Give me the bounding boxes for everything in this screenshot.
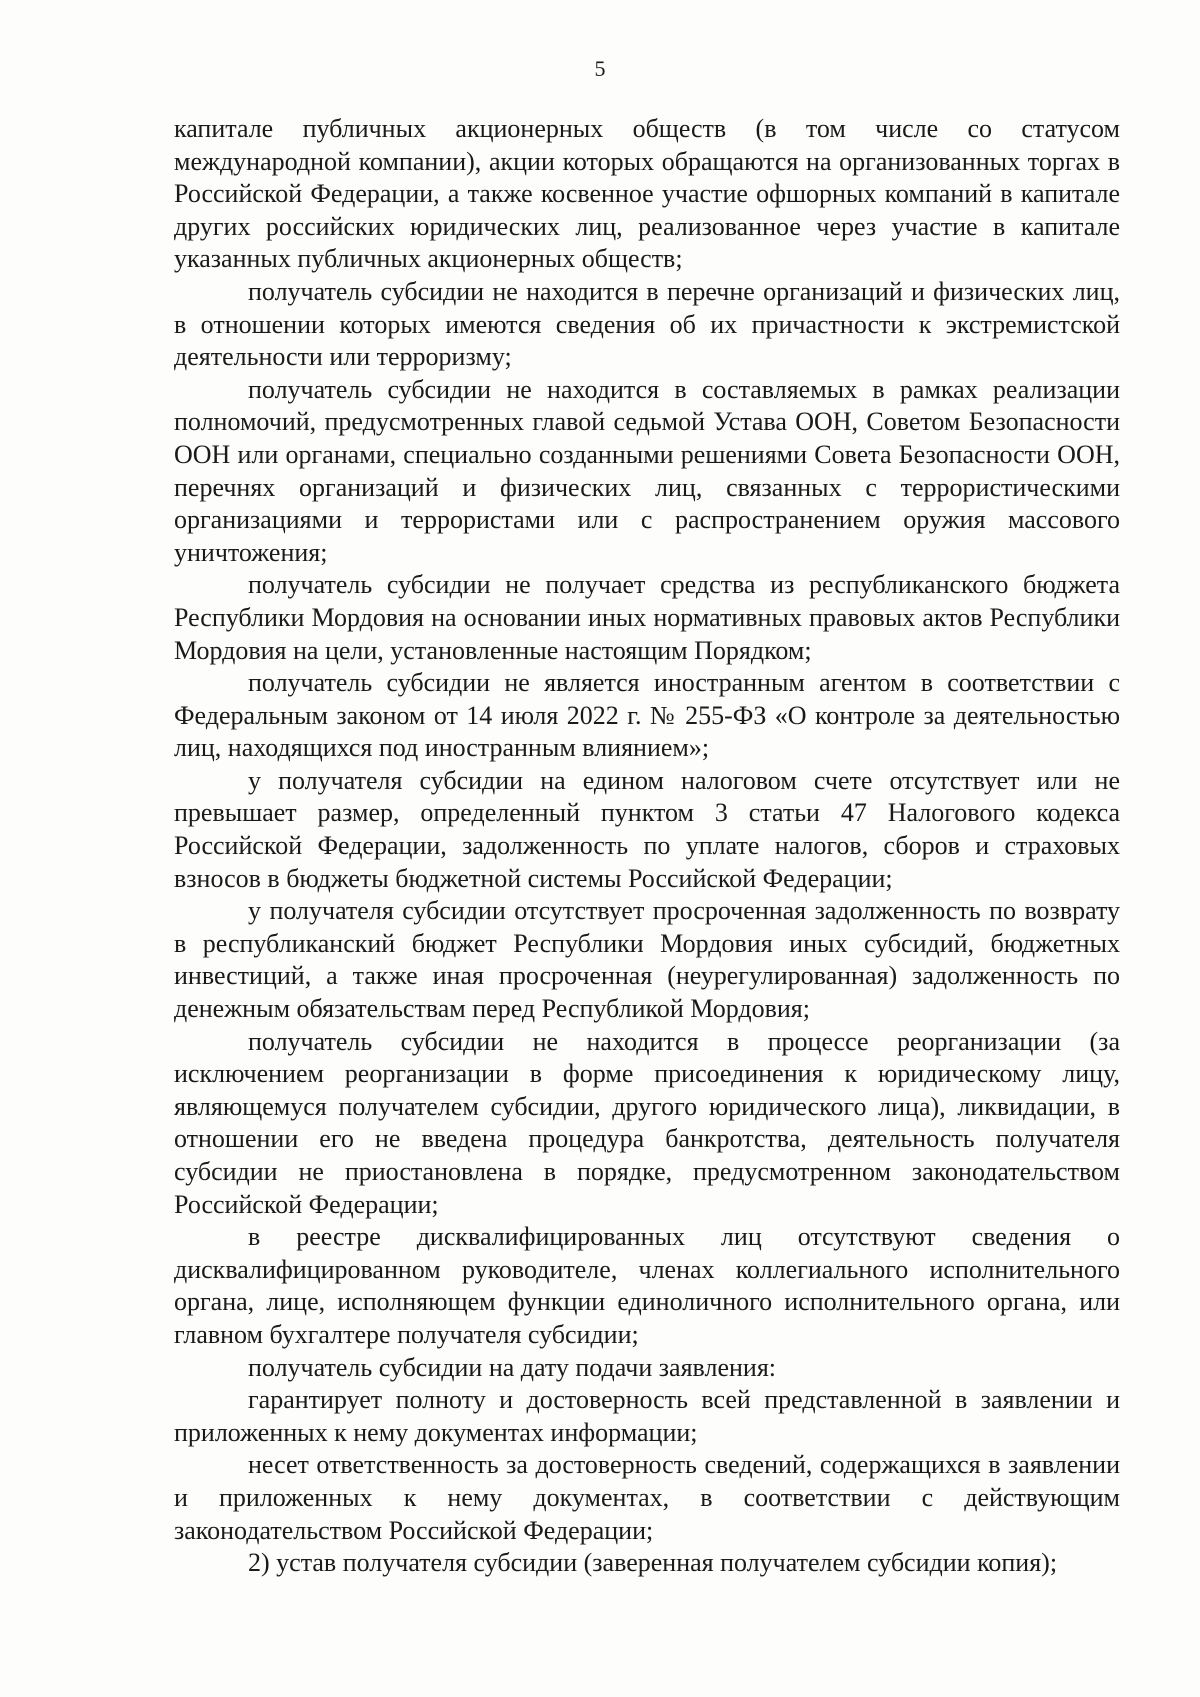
paragraph: получатель субсидии на дату подачи заявления: <box>248 1352 776 1382</box>
paragraph: в реестре дисквалифицированных лиц отсутствуют сведения о дисквалифицированном руководителе, членах коллегиального исполнительного органа, лице, исполняющем функции единоличного исполнительного органа, или главном бухгалтере получателя субсидии; <box>174 1222 1120 1349</box>
paragraph: у получателя субсидии отсутствует просроченная задолженность по возврату в республиканский бюджет Республики Мордовия иных субсидий, бюджетных инвестиций, а также иная просроченная (неурегулированная) задолженность по денежным обязательствам перед Республикой Мордовия; <box>174 896 1120 1024</box>
paragraph: получатель субсидии не является иностранным агентом в соответствии с Федеральным законом от 14 июля 2022 г. № 255-ФЗ «О контроле за деятельностью лиц, находящихся под иностранным влиянием»; <box>174 668 1120 763</box>
paragraph: несет ответственность за достоверность сведений, содержащихся в заявлении и приложенных к нему документах, в соответствии с действующим законодательством Российской Федерации; <box>174 1450 1120 1545</box>
paragraph: у получателя субсидии на едином налоговом счете отсутствует или не превышает размер, определенный пунктом 3 статьи 47 Налогового кодекса Российской Федерации, задолженность по уплате налогов, сборов и страховых взносов в бюджеты бюджетной системы Российской Федерации; <box>174 765 1120 893</box>
paragraph: получатель субсидии не получает средства из республиканского бюджета Республики Мордовия на основании иных нормативных правовых актов Республики Мордовия на цели, установленные настоящим Порядком; <box>174 570 1120 665</box>
paragraph: получатель субсидии не находится в составляемых в рамках реализации полномочий, предусмотренных главой седьмой Устава ООН, Советом Безопасности ООН или органами, специально созданными решениями Совета Безопасности ООН, перечнях организаций и физических лиц, связанных с террористическими организациями и террористами или с распространением оружия массового уничтожения; <box>174 374 1120 567</box>
paragraph-list-item: 2) устав получателя субсидии (заверенная получателем субсидии копия); <box>248 1548 1058 1578</box>
paragraph-continuation: капитале публичных акционерных обществ (в том числе со статусом международной компании), акции которых обращаются на организованных торгах в Российской Федерации, а также косвенное участие офшорных компаний в капитале других российских юридических лиц, реализованное через участие в капитале указанных публичных акционерных обществ; <box>174 114 1120 274</box>
page-number: 5 <box>594 56 606 81</box>
paragraph: получатель субсидии не находится в перечне организаций и физических лиц, в отношении которых имеются сведения об их причастности к экстремистской деятельности или терроризму; <box>174 276 1120 372</box>
paragraph: получатель субсидии не находится в процессе реорганизации (за исключением реорганизации в форме присоединения к юридическому лицу, являющемуся получателем субсидии, другого юридического лица), ликвидации, в отношении его не введена процедура банкротства, деятельность получателя субсидии не приостановлена в порядке, предусмотренном законодательством Российской Федерации; <box>174 1026 1120 1219</box>
paragraph: гарантирует полноту и достоверность всей представленной в заявлении и приложенных к нему документах информации; <box>174 1385 1120 1447</box>
document-body <box>174 113 1120 1580</box>
